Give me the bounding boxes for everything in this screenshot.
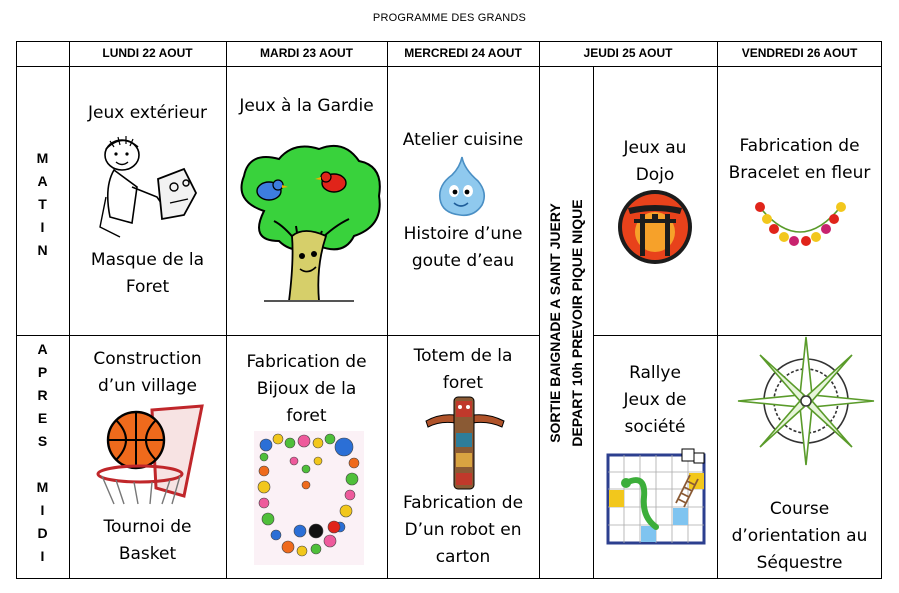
page-title: PROGRAMME DES GRANDS: [372, 12, 527, 24]
mask-boy-icon: [92, 127, 202, 247]
apres-lundi-bottom: Tournoi de Basket: [103, 517, 192, 564]
schedule-table: [16, 41, 882, 579]
header-lundi: LUNDI 22 AOUT: [102, 46, 193, 60]
dojo-torii-icon: [616, 188, 694, 266]
matin-mardi-line1: Jeux à la Gardie: [239, 96, 374, 116]
apres-mercredi-top: Totem de la foret: [413, 346, 513, 393]
apres-mercredi-bottom: Fabrication de D’un robot en carton: [402, 493, 524, 567]
totem-pole-icon: [424, 393, 506, 489]
row-label-apres-midi: A P R E S M I D I: [36, 341, 49, 564]
basketball-hoop-icon: [94, 404, 206, 506]
matin-lundi-line1: Jeux extérieur: [88, 103, 207, 123]
matin-mercredi-line1: Atelier cuisine: [402, 130, 524, 150]
row-label-matin: M A T I N: [36, 150, 49, 258]
compass-rose-icon: [738, 337, 874, 465]
matin-lundi-text: Masque de la Foret: [90, 250, 205, 297]
apres-jeudi-text: Rallye Jeux de société: [623, 363, 687, 437]
header-vendredi: VENDREDI 26 AOUT: [741, 46, 858, 60]
flower-garland-icon: [754, 199, 846, 249]
apres-lundi-top: Construction d’un village: [93, 349, 202, 396]
apres-vendredi-text: Course d’orientation au Séquestre: [731, 499, 868, 573]
snakes-ladders-icon: [606, 453, 706, 545]
water-drop-icon: [434, 155, 490, 219]
jeudi-sortie: SORTIE BAIGNADE A SAINT JUERY DEPART 10h PREVOIR PIQUE NIQUE: [547, 198, 585, 447]
header-jeudi: JEUDI 25 AOUT: [583, 46, 673, 60]
header-mardi: MARDI 23 AOUT: [260, 46, 353, 60]
header-mercredi: MERCREDI 24 AOUT: [404, 46, 522, 60]
matin-jeudi-text: Jeux au Dojo: [623, 138, 687, 185]
matin-vendredi-text: Fabrication de Bracelet en fleur: [728, 136, 871, 183]
matin-mercredi-text: Histoire d’une goute d’eau: [403, 224, 523, 271]
apres-mardi-text: Fabrication de Bijoux de la foret: [246, 352, 367, 426]
bead-necklace-icon: [254, 431, 364, 565]
tree-birds-icon: [234, 141, 384, 306]
